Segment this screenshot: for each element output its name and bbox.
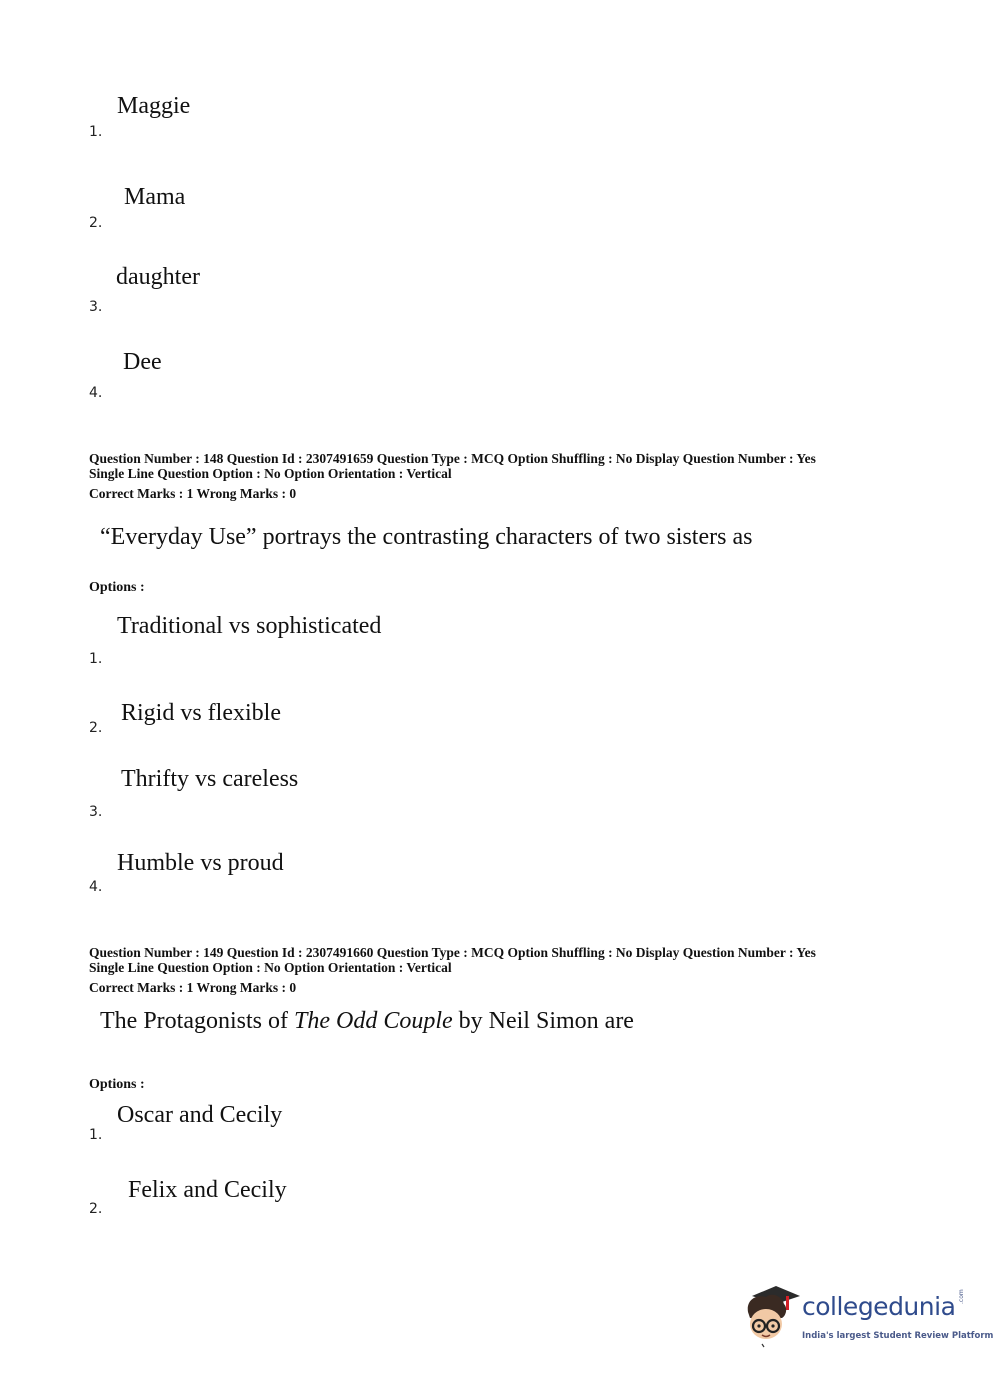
option-text: Traditional vs sophisticated	[117, 613, 382, 639]
question-marks: Correct Marks : 1 Wrong Marks : 0	[89, 486, 297, 501]
options-label: Options :	[89, 580, 145, 595]
option-text: Mama	[124, 184, 186, 210]
option-number: 1.	[89, 1127, 103, 1143]
brand-domain: .com	[958, 1289, 965, 1304]
option-number: 3.	[89, 299, 103, 315]
question-meta: Question Number : 148 Question Id : 2307491659 Question Type : MCQ Option Shuffling : No Display Question Number : Yes	[89, 451, 816, 466]
option-number: 2.	[89, 720, 103, 736]
collegedunia-logo	[742, 1282, 994, 1352]
question-marks: Correct Marks : 1 Wrong Marks : 0	[89, 980, 297, 995]
question-prefix: The Protagonists of	[100, 1008, 294, 1034]
question-meta: Single Line Question Option : No Option Orientation : Vertical	[89, 960, 452, 975]
mascot-icon	[742, 1282, 802, 1348]
option-number: 3.	[89, 804, 103, 820]
option-number: 2.	[89, 1201, 103, 1217]
option-number: 2.	[89, 215, 103, 231]
question-work-title: The Odd Couple	[293, 1008, 453, 1034]
brand-name: collegedunia	[802, 1292, 956, 1321]
option-text: Oscar and Cecily	[117, 1102, 283, 1128]
question-meta: Single Line Question Option : No Option Orientation : Vertical	[89, 466, 452, 481]
option-text: Maggie	[117, 93, 191, 119]
option-number: 1.	[89, 124, 103, 140]
brand-tagline: India's largest Student Review Platform	[802, 1331, 994, 1341]
option-number: 4.	[89, 879, 103, 895]
option-text: Thrifty vs careless	[121, 766, 299, 792]
option-number: 4.	[89, 385, 103, 401]
option-text: Rigid vs flexible	[121, 700, 281, 726]
option-text: Humble vs proud	[117, 850, 284, 876]
question-text	[100, 1007, 634, 1035]
option-number: 1.	[89, 651, 103, 667]
question-text: “Everyday Use” portrays the contrasting characters of two sisters as	[100, 524, 753, 550]
question-suffix: by Neil Simon are	[452, 1008, 634, 1034]
options-label: Options :	[89, 1077, 145, 1092]
option-text: Felix and Cecily	[128, 1177, 287, 1203]
option-text: daughter	[116, 264, 200, 290]
option-text: Dee	[123, 349, 162, 375]
question-meta: Question Number : 149 Question Id : 2307491660 Question Type : MCQ Option Shuffling : No Display Question Number : Yes	[89, 945, 816, 960]
